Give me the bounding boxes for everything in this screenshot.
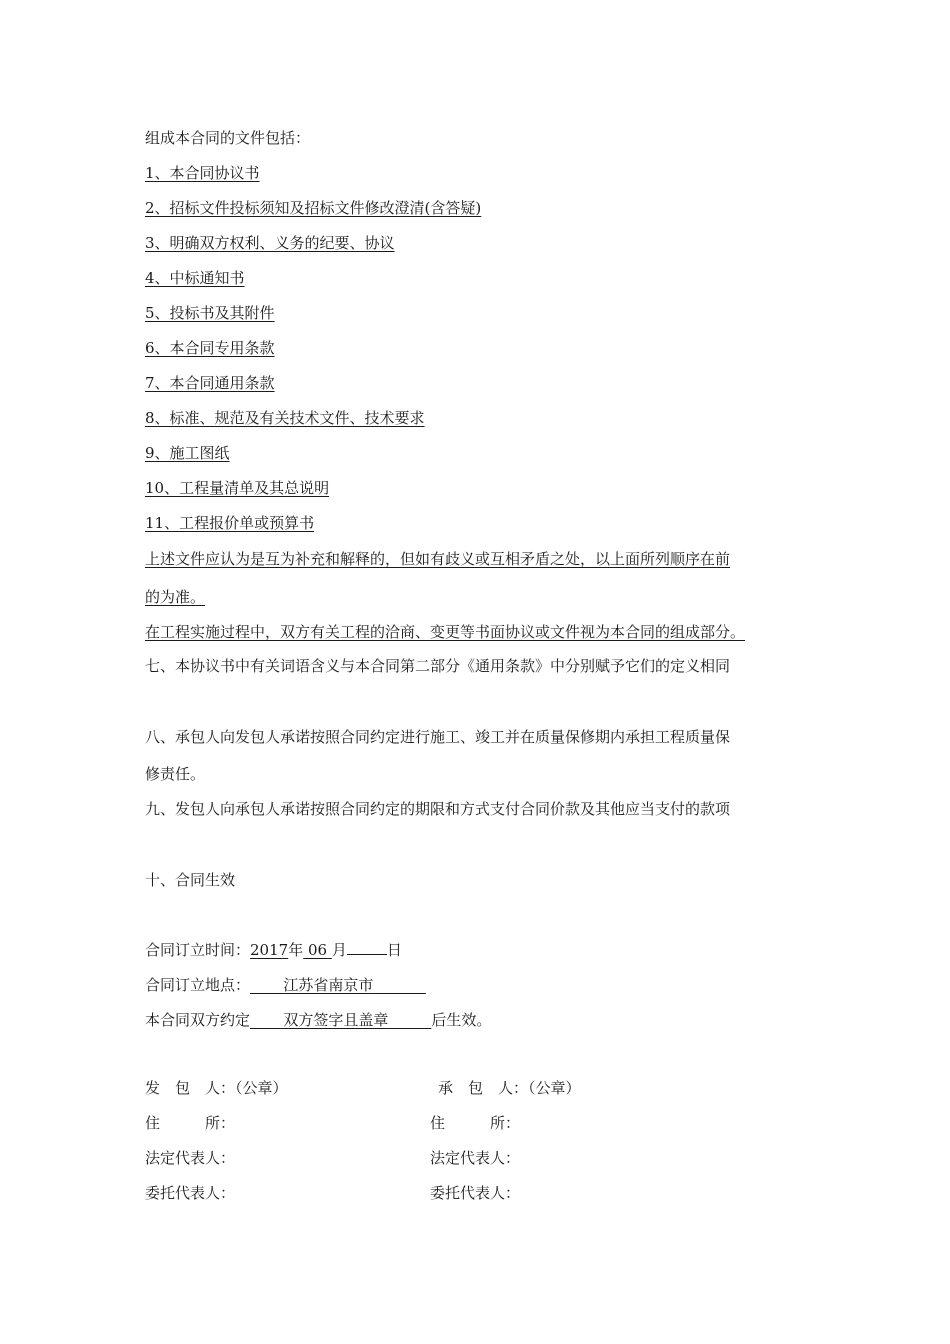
agreement-suffix: 后生效。 — [431, 1011, 492, 1029]
list-item: 4、中标通知书 — [145, 269, 245, 287]
implementation-note: 在工程实施过程中，双方有关工程的洽商、变更等书面协议或文件视为本合同的组成部分。 — [145, 623, 746, 641]
agreement-value: 双方签字且盖章 — [283, 1011, 389, 1029]
party-b-label: 承 包 人：（公章） — [438, 1079, 581, 1097]
clause-9: 九、发包人向承包人承诺按照合同约定的期限和方式支付合同价款及其他应当支付的款项 — [145, 800, 731, 818]
party-a-agent: 委托代表人： — [145, 1184, 236, 1202]
priority-text-line1: 上述文件应认为是互为补充和解释的，但如有歧义或互相矛盾之处，以上面所列顺序在前 — [145, 550, 731, 568]
place-label: 合同订立地点： — [145, 976, 251, 994]
party-a-label: 发 包 人：（公章） — [145, 1079, 288, 1097]
clause-7: 七、本协议书中有关词语含义与本合同第二部分《通用条款》中分别赋予它们的定义相同 — [145, 657, 731, 675]
date-year: 2017 — [250, 941, 289, 959]
party-a-address: 住 所： — [145, 1114, 236, 1132]
list-item: 5、投标书及其附件 — [145, 304, 275, 322]
list-item: 8、标准、规范及有关技术文件、技术要求 — [145, 409, 425, 427]
list-item: 6、本合同专用条款 — [145, 339, 275, 357]
agreement-prefix: 本合同双方约定 — [145, 1011, 251, 1029]
contract-date-line — [145, 939, 402, 960]
list-item: 11、工程报价单或预算书 — [145, 514, 315, 532]
date-month-unit: 月 — [331, 941, 347, 959]
clause-8-line1: 八、承包人向发包人承诺按照合同约定进行施工、竣工并在质量保修期内承担工程质量保 — [145, 728, 731, 746]
list-item: 1、本合同协议书 — [145, 164, 260, 182]
date-month: 06 — [308, 941, 328, 959]
list-item: 2、招标文件投标须知及招标文件修改澄清(含答疑) — [145, 199, 482, 217]
contract-place-line — [145, 975, 426, 995]
priority-text-line2: 的为准。 — [145, 588, 206, 606]
list-item: 10、工程量清单及其总说明 — [145, 479, 330, 497]
date-year-unit: 年 — [288, 941, 304, 959]
party-b-legal-rep: 法定代表人： — [430, 1149, 521, 1167]
list-item: 7、本合同通用条款 — [145, 374, 275, 392]
date-label: 合同订立时间： — [145, 941, 251, 959]
clause-8-line2: 修责任。 — [145, 765, 206, 783]
list-item: 3、明确双方权利、义务的纪要、协议 — [145, 234, 395, 252]
party-b-agent: 委托代表人： — [430, 1184, 521, 1202]
place-value: 江苏省南京市 — [283, 976, 374, 994]
list-item: 9、施工图纸 — [145, 444, 230, 462]
clause-10: 十、合同生效 — [145, 871, 236, 889]
party-b-address: 住 所： — [430, 1114, 521, 1132]
party-a-legal-rep: 法定代表人： — [145, 1149, 236, 1167]
date-day-blank — [347, 939, 387, 955]
date-day-unit: 日 — [386, 941, 402, 959]
effective-condition-line — [145, 1010, 491, 1030]
documents-heading: 组成本合同的文件包括： — [145, 129, 311, 147]
